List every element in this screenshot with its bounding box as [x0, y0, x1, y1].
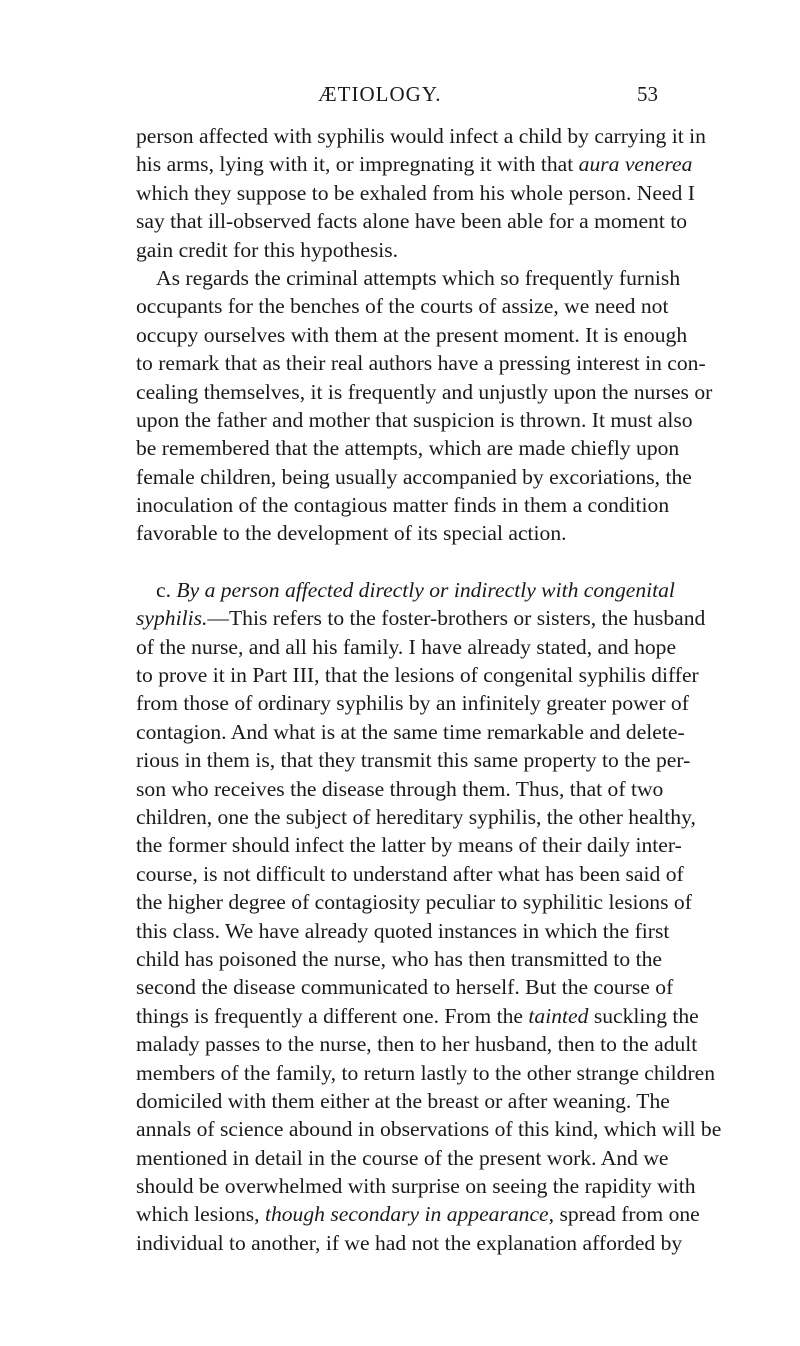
text-line: cealing themselves, it is frequently and unjustly upon the nurses or — [136, 379, 713, 404]
italic-word: tainted — [528, 1003, 589, 1028]
text-line: annals of science abound in observations of this kind, which will be — [136, 1117, 722, 1142]
text-line: children, one the subject of hereditary syphilis, the other healthy, — [136, 804, 696, 829]
text-line: the former should infect the latter by means of their daily inter- — [136, 833, 682, 858]
text-line: contagion. And what is at the same time remarkable and delete- — [136, 719, 685, 744]
text-line: say that ill-observed facts alone have been able for a moment to — [136, 209, 688, 234]
text-line: the higher degree of contagiosity peculiar to syphilitic lesions of — [136, 890, 692, 915]
text-line: rious in them is, that they transmit this same property to the per- — [136, 748, 691, 773]
section-heading: By a person affected directly or indirectly with congenital — [176, 577, 675, 602]
text-line: child has poisoned the nurse, who has then transmitted to the — [136, 946, 662, 971]
italic-phrase: aura venerea — [578, 152, 693, 177]
text-line: favorable to the development of its special action. — [136, 521, 567, 546]
text-line: person affected with syphilis would infect a child by carrying it in — [136, 124, 706, 148]
text-line: malady passes to the nurse, then to her husband, then to the adult — [136, 1032, 698, 1057]
text-line: course, is not difficult to understand after what has been said of — [136, 861, 684, 886]
page-header — [0, 82, 800, 112]
text-line: mentioned in detail in the course of the present work. And we — [136, 1145, 669, 1170]
text-line: of the nurse, and all his family. I have already stated, and hope — [136, 634, 677, 659]
section-heading-end: syphilis. — [136, 606, 208, 631]
text-line: female children, being usually accompanied by excoriations, the — [136, 464, 692, 489]
italic-phrase: though secondary in appearance, — [264, 1202, 555, 1227]
text-line: inoculation of the contagious matter finds in them a condition — [136, 493, 670, 518]
text-line: c. By a person affected directly or indirectly with congenital — [156, 577, 675, 602]
text-line: which they suppose to be exhaled from his whole person. Need I — [136, 180, 695, 205]
page-number: 53 — [637, 82, 658, 106]
body-text — [136, 122, 722, 1257]
text-line: should be overwhelmed with surprise on seeing the rapidity with — [136, 1174, 696, 1199]
text-line: which lesions, though secondary in appearance, spread from one — [136, 1202, 700, 1227]
text-line: gain credit for this hypothesis. — [136, 237, 399, 262]
text-line: occupy ourselves with them at the present moment. It is enough — [136, 322, 688, 347]
text-line: upon the father and mother that suspicion is thrown. It must also — [136, 407, 693, 432]
text-line: domiciled with them either at the breast or after weaning. The — [136, 1088, 670, 1113]
text-line: his arms, lying with it, or impregnating it with that aura venerea — [136, 152, 693, 177]
text-line: syphilis.—This refers to the foster-brothers or sisters, the husband — [136, 606, 706, 631]
text-line: to prove it in Part III, that the lesions of congenital syphilis differ — [136, 663, 699, 688]
text-line: members of the family, to return lastly to the other strange children — [136, 1060, 716, 1085]
text-line: son who receives the disease through them. Thus, that of two — [136, 776, 664, 801]
paragraph-gap — [136, 548, 658, 576]
text-line: to remark that as their real authors have a pressing interest in con- — [136, 351, 706, 376]
running-title: ÆTIOLOGY. — [318, 82, 442, 106]
text-line: be remembered that the attempts, which are made chiefly upon — [136, 436, 680, 461]
text-line: things is frequently a different one. From the tainted suckling the — [136, 1003, 699, 1028]
text-line: from those of ordinary syphilis by an infinitely greater power of — [136, 691, 689, 716]
text-line: this class. We have already quoted instances in which the first — [136, 918, 670, 943]
text-line: second the disease communicated to herself. But the course of — [136, 975, 674, 1000]
text-line: individual to another, if we had not the explanation afforded by — [136, 1230, 683, 1255]
text-line: occupants for the benches of the courts of assize, we need not — [136, 294, 669, 319]
text-line: As regards the criminal attempts which so frequently furnish — [156, 265, 681, 290]
